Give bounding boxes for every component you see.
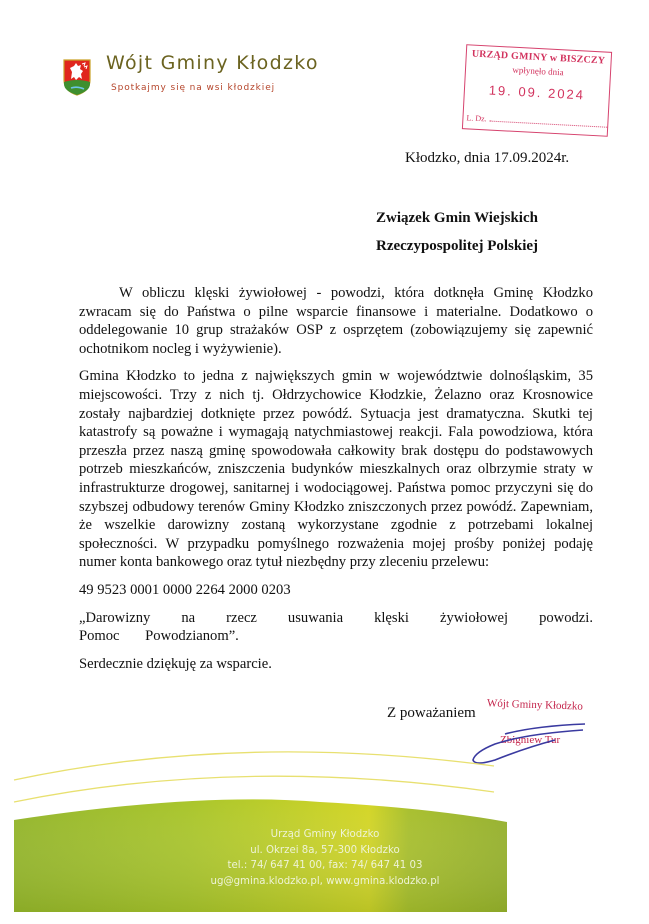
footer-email-web: ug@gmina.klodzko.pl, www.gmina.klodzko.pl (210, 875, 440, 887)
body-paragraph-intro: W obliczu klęski żywiołowej - powodzi, która dotknęła Gminę Kłodzko zwracam się do Państwa o pilne wsparcie finansowe i materialne. Dodatkowo o oddelegowanie 10 grup strażaków OSP z osprzętem (zobowiązujemy się zapewnić ochotnikom nocleg i wyżywienie). (79, 285, 593, 357)
stamp-received-label: wpłynęło dnia (512, 64, 564, 78)
recipient-block (376, 204, 538, 260)
footer-office-name: Urząd Gminy Kłodzko (270, 829, 380, 840)
letter-body (79, 284, 593, 682)
body-paragraph-main: Gmina Kłodzko to jedna z największych gmin w województwie dolnośląskim, 35 miejscowości. Trzy z nich tj. Ołdrzychowice Kłodzkie, Żelazno oraz Krosnowice zostały najbardziej dotknięte przez powódź. Sytuacja jest dramatyczna. Skutki tej katastrofy są poważne i wymagają natychmiastowej reakcji. Fala powodziowa, która przeszła przez naszą gminę spowodowała całkowity brak dostępu do podstawowych potrzeb mieszkańców, zniszczenia budynków mieszkalnych oraz olbrzymie straty w infrastrukturze drogowej, sanitarnej i wodociągowej. Państwa pomoc przyczyni się do szybszej odbudowy terenów Gminy Kłodzko zniszczonych przez powódź. Zapewniam, że wszelkie darowizny zostaną wykorzystane zgodnie z potrzebami lokalnej społeczności. W przypadku pomyślnego rozważenia mojej prośby poniżej podaję numer konta bankowego oraz tytuł niezbędny przy zleceniu przelewu: (79, 368, 593, 571)
footer-contact (180, 827, 470, 889)
bank-account-number: 49 9523 0001 0000 2264 2000 0203 (79, 581, 291, 598)
footer-phone-fax: tel.: 74/ 647 41 00, fax: 74/ 647 41 03 (227, 860, 423, 872)
letter-date: Kłodzko, dnia 17.09.2024r. (405, 150, 570, 166)
recipient-line-2: Rzeczypospolitej Polskiej (376, 238, 539, 254)
recipient-line-1: Związek Gmin Wiejskich (376, 210, 538, 226)
stamp-office: URZĄD GMINY w BISZCZY (471, 48, 606, 67)
footer-address: ul. Okrzei 8a, 57-300 Kłodzko (250, 844, 400, 856)
stamp-date: 19. 09. 2024 (488, 82, 586, 103)
stamp-ref (466, 113, 607, 129)
body-closing-thanks: Serdecznie dziękuję za wsparcie. (79, 655, 272, 672)
signature-stamp-name: Zbigniew Tur (500, 734, 561, 746)
letterhead-title: Wójt Gminy Kłodzko (106, 52, 319, 74)
received-stamp (462, 44, 612, 137)
coat-of-arms-icon (62, 58, 92, 96)
signature-stamp-title: Wójt Gminy Kłodzko (486, 697, 584, 713)
stamp-ref-dots (490, 121, 608, 128)
closing-salutation: Z poważaniem (387, 705, 476, 721)
letterhead-slogan: Spotkajmy się na wsi kłodzkiej (111, 83, 276, 93)
stamp-ref-label: L. Dz. (466, 113, 487, 124)
transfer-title: „Darowizny na rzecz usuwania klęski żywiołowej powodzi. Pomoc Powodzianom”. (79, 609, 593, 645)
